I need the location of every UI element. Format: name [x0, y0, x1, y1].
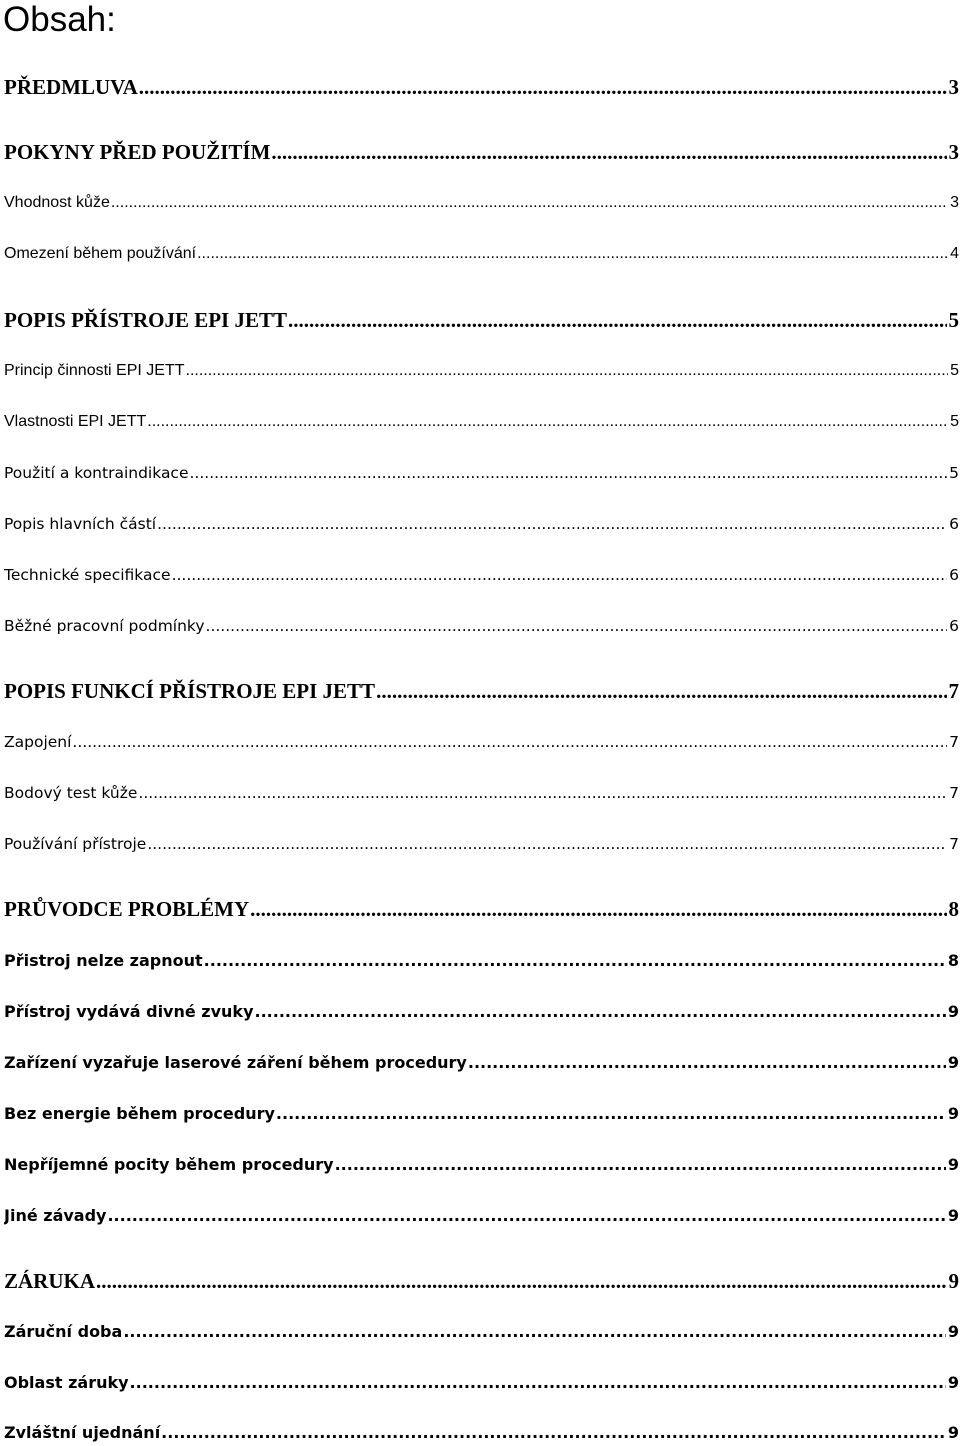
toc-entry-label: Nepříjemné pocity během procedury — [4, 1155, 334, 1174]
toc-entry-page: 7 — [948, 679, 959, 703]
toc-entry-label: Přistroj nelze zapnout — [4, 951, 203, 970]
toc-leader-dots — [147, 411, 948, 433]
toc-entry-label: Běžné pracovní podmínky — [4, 617, 205, 635]
toc-entry-zaruka[interactable] — [4, 1267, 959, 1295]
toc-leader-dots — [335, 1154, 946, 1176]
toc-entry-label: Bodový test kůže — [4, 784, 138, 802]
toc-entry-page: 7 — [949, 784, 959, 802]
toc-entry-zvlastni-ujednani[interactable] — [4, 1422, 959, 1444]
toc-entry-zapojeni[interactable] — [4, 731, 959, 753]
toc-entry-pouzivani[interactable] — [4, 833, 959, 855]
toc-entry-label: POPIS FUNKCÍ PŘÍSTROJE EPI JETT — [4, 679, 376, 703]
toc-entry-label: Popis hlavních částí — [4, 515, 157, 533]
toc-leader-dots — [255, 1001, 946, 1023]
toc-entry-page: 6 — [949, 515, 959, 533]
toc-leader-dots — [288, 306, 947, 334]
toc-entry-label: Zapojení — [4, 733, 72, 751]
toc-entry-label: Oblast záruky — [4, 1373, 129, 1392]
toc-entry-page: 5 — [948, 308, 959, 332]
toc-leader-dots — [271, 138, 946, 166]
toc-entry-label: Bez energie během procedury — [4, 1104, 275, 1123]
toc-entry-page: 3 — [950, 194, 959, 211]
toc-leader-dots — [172, 564, 948, 586]
toc-leader-dots — [190, 462, 948, 484]
toc-entry-page: 5 — [950, 413, 959, 430]
toc-leader-dots — [161, 1422, 946, 1444]
toc-leader-dots — [107, 1205, 945, 1227]
toc-entry-page: 7 — [949, 733, 959, 751]
toc-entry-label: Technické specifikace — [4, 566, 171, 584]
toc-leader-dots — [276, 1103, 946, 1125]
toc-entry-bez-energie[interactable] — [4, 1103, 959, 1125]
toc-leader-dots — [72, 731, 947, 753]
toc-entry-bodovy-test[interactable] — [4, 782, 959, 804]
toc-entry-vhodnost-kuze[interactable] — [4, 192, 959, 214]
toc-entry-label: Zařízení vyzařuje laserové záření během procedury — [4, 1053, 467, 1072]
toc-entry-page: 3 — [948, 140, 959, 164]
toc-entry-popis-funkci[interactable] — [4, 677, 959, 705]
toc-leader-dots — [130, 1372, 946, 1394]
toc-leader-dots — [96, 1267, 946, 1295]
toc-entry-pouziti[interactable] — [4, 462, 959, 484]
toc-entry-divne-zvuky[interactable] — [4, 1001, 959, 1023]
toc-entry-page: 9 — [947, 1155, 959, 1174]
toc-entry-nelze-zapnout[interactable] — [4, 950, 959, 972]
toc-entry-popis-casti[interactable] — [4, 513, 959, 535]
toc-entry-page: 5 — [949, 464, 959, 482]
toc-entry-princip[interactable] — [4, 360, 959, 382]
toc-entry-page: 9 — [948, 1269, 959, 1293]
toc-entry-label: Přístroj vydává divné zvuky — [4, 1002, 254, 1021]
toc-entry-vlastnosti[interactable] — [4, 411, 959, 433]
toc-entry-pokyny[interactable] — [4, 138, 959, 166]
toc-entry-label: Princip činnosti EPI JETT — [4, 362, 185, 379]
toc-entry-page: 9 — [947, 1104, 959, 1123]
toc-entry-label: ZÁRUKA — [4, 1269, 96, 1293]
toc-entry-omezeni[interactable] — [4, 243, 959, 265]
toc-leader-dots — [204, 950, 946, 972]
toc-entry-label: PŘEDMLUVA — [4, 75, 138, 99]
toc-entry-page: 9 — [947, 1206, 959, 1225]
toc-leader-dots — [147, 833, 947, 855]
toc-entry-page: 8 — [948, 897, 959, 921]
toc-entry-jine-zavady[interactable] — [4, 1205, 959, 1227]
toc-entry-zarucni-doba[interactable] — [4, 1321, 959, 1343]
toc-entry-pruvodce[interactable] — [4, 895, 959, 923]
toc-entry-label: Záruční doba — [4, 1322, 123, 1341]
toc-entry-label: Vlastnosti EPI JETT — [4, 413, 147, 430]
toc-leader-dots — [468, 1052, 946, 1074]
toc-leader-dots — [123, 1321, 946, 1343]
toc-leader-dots — [376, 677, 946, 705]
toc-entry-label: POKYNY PŘED POUŽITÍM — [4, 140, 271, 164]
toc-entry-page: 5 — [950, 362, 959, 379]
toc-leader-dots — [157, 513, 947, 535]
page-title: Obsah: — [3, 0, 116, 39]
toc-leader-dots — [138, 782, 947, 804]
toc-entry-label: Použití a kontraindikace — [4, 464, 189, 482]
toc-entry-page: 7 — [949, 835, 959, 853]
toc-leader-dots — [206, 615, 948, 637]
toc-leader-dots — [111, 192, 948, 214]
toc-entry-page: 4 — [950, 245, 959, 262]
toc-entry-predmluva[interactable] — [4, 73, 959, 101]
toc-entry-laserove-zareni[interactable] — [4, 1052, 959, 1074]
toc-entry-page: 8 — [947, 951, 959, 970]
toc-entry-page: 9 — [947, 1002, 959, 1021]
toc-entry-page: 9 — [947, 1373, 959, 1392]
toc-entry-oblast-zaruky[interactable] — [4, 1372, 959, 1394]
toc-entry-technicke[interactable] — [4, 564, 959, 586]
toc-entry-label: PRŮVODCE PROBLÉMY — [4, 897, 250, 921]
toc-entry-label: Zvláštní ujednání — [4, 1423, 161, 1442]
toc-entry-label: Omezení během používání — [4, 245, 197, 262]
toc-entry-label: POPIS PŘÍSTROJE EPI JETT — [4, 308, 287, 332]
toc-entry-page: 6 — [949, 566, 959, 584]
toc-entry-label: Používání přístroje — [4, 835, 147, 853]
toc-entry-page: 9 — [947, 1322, 959, 1341]
toc-entry-page: 9 — [947, 1423, 959, 1442]
toc-entry-bezne[interactable] — [4, 615, 959, 637]
toc-entry-label: Vhodnost kůže — [4, 194, 110, 211]
toc-entry-popis-pristroje[interactable] — [4, 306, 959, 334]
toc-entry-label: Jiné závady — [4, 1206, 107, 1225]
toc-leader-dots — [250, 895, 946, 923]
toc-entry-page: 9 — [947, 1053, 959, 1072]
toc-leader-dots — [186, 360, 949, 382]
toc-entry-page: 6 — [949, 617, 959, 635]
toc-entry-page: 3 — [948, 75, 959, 99]
toc-leader-dots — [139, 73, 947, 101]
toc-leader-dots — [197, 243, 948, 265]
toc-entry-neprijemne-pocity[interactable] — [4, 1154, 959, 1176]
